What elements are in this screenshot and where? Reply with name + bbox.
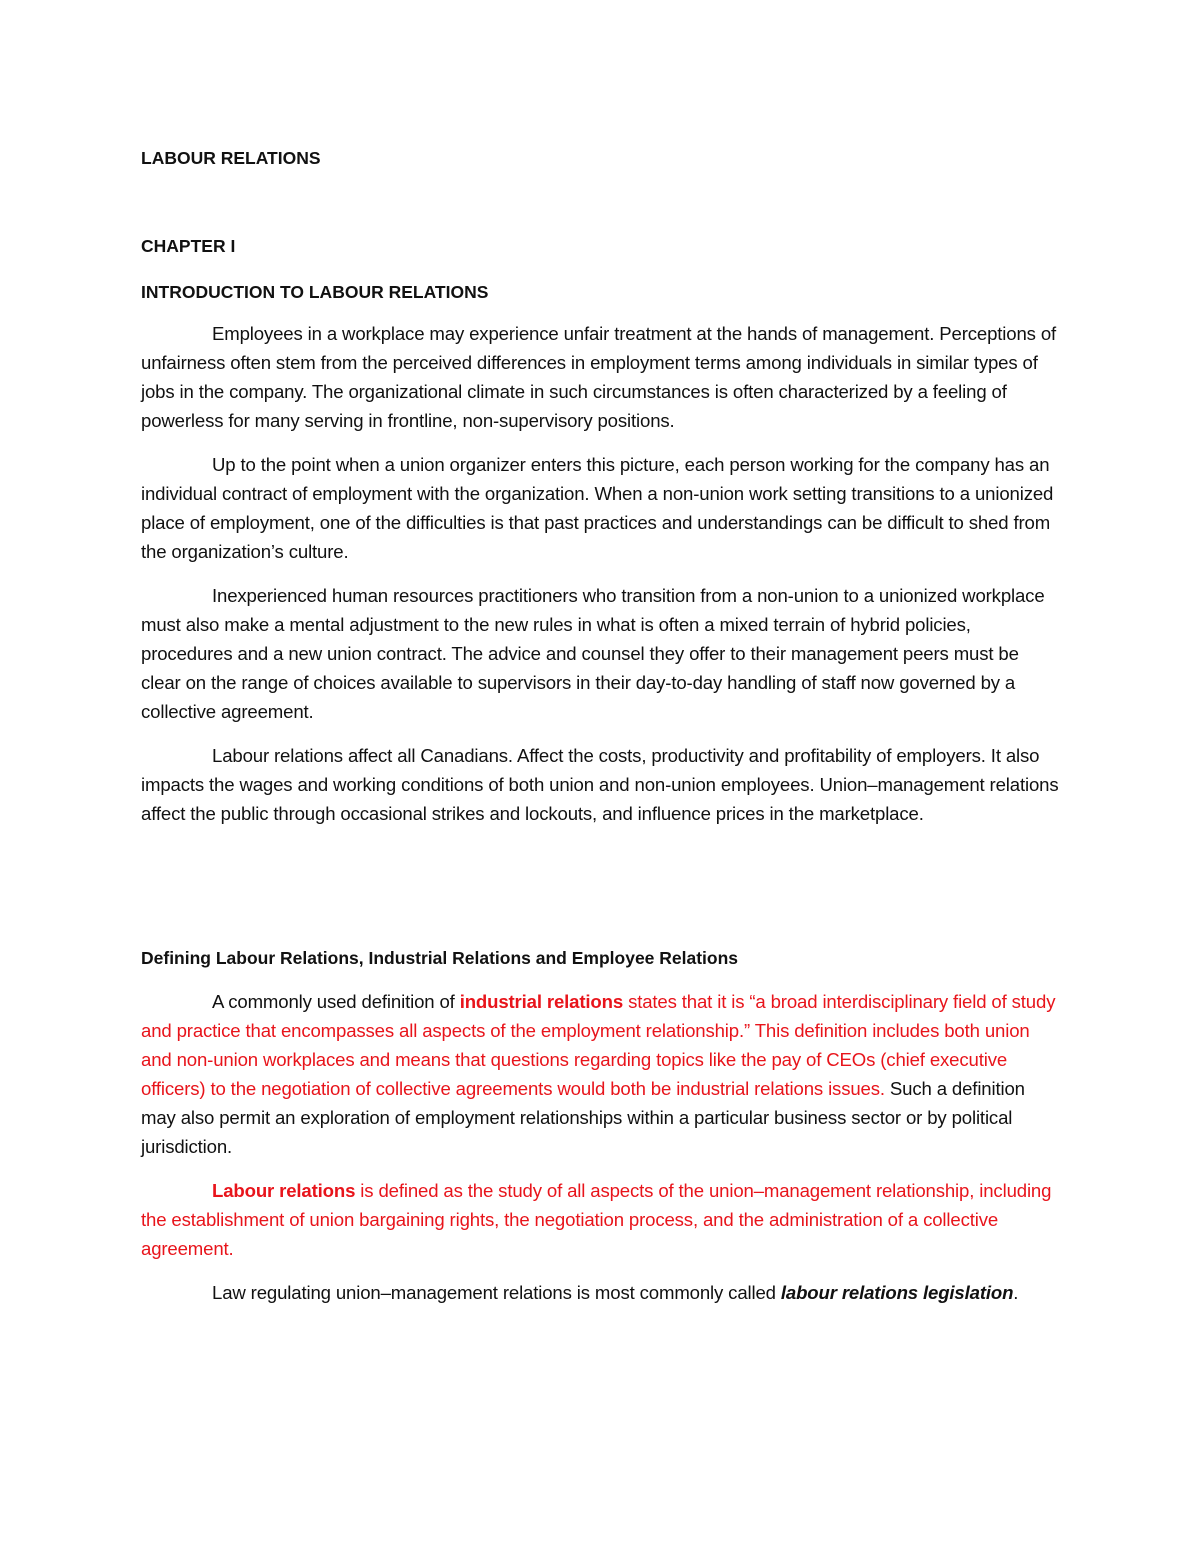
definitions-section	[141, 987, 1061, 1307]
industrial-relations-definition	[141, 987, 1061, 1161]
law-lead: Law regulating union–management relations is most commonly called	[212, 1282, 781, 1303]
intro-paragraph-2: Up to the point when a union organizer enters this picture, each person working for the company has an individual contract of employment with the organization. When a non-union work setting transitions to a unionized place of employment, one of the difficulties is that past practices and understandings can be difficult to shed from the organization’s culture.	[141, 454, 1054, 562]
law-tail: .	[1013, 1282, 1019, 1303]
definitions-heading-wrap	[141, 943, 1061, 973]
intro-section	[141, 319, 1061, 828]
chapter-label: CHAPTER I	[141, 236, 236, 256]
labour-relations-term: Labour relations	[212, 1180, 356, 1201]
definition-red-text: states that it is “a broad interdisciplinary field of study and practice that encompasses all aspects of the employment relationship.” This definition includes both union and non-union workplaces and means that questions regarding topics like the pay of CEOs (chief executive officers) to the negotiation of collective agreements would both be industrial relations issues.	[141, 991, 1056, 1099]
section-heading: Defining Labour Relations, Industrial Relations and Employee Relations	[141, 948, 739, 968]
chapter-title: INTRODUCTION TO LABOUR RELATIONS	[141, 282, 489, 302]
document-body	[141, 143, 1061, 1303]
definition-lead: A commonly used definition of	[212, 991, 460, 1012]
document-title: LABOUR RELATIONS	[141, 148, 321, 168]
definition-tail: Such a definition may also permit an exploration of employment relationships within a particular business sector or by political jurisdiction.	[141, 1078, 1025, 1157]
intro-paragraph-1: Employees in a workplace may experience unfair treatment at the hands of management. Perceptions of unfairness often stem from the perceived differences in employment terms among individuals in similar types of jobs in the company. The organizational climate in such circumstances is often characterized by a feeling of powerless for many serving in frontline, non-supervisory positions.	[141, 323, 1057, 431]
labour-relations-legislation-term: labour relations legislation	[780, 1282, 1014, 1303]
labour-relations-red-text: is defined as the study of all aspects of the union–management relationship, including the establishment of union bargaining rights, the negotiation process, and the administration of a collective agreement.	[141, 1180, 1052, 1259]
industrial-relations-term: industrial relations	[459, 991, 624, 1012]
law-paragraph	[141, 1278, 1061, 1307]
intro-paragraph-3: Inexperienced human resources practitioners who transition from a non-union to a unionized workplace must also make a mental adjustment to the new rules in what is often a mixed terrain of hybrid policies, procedures and a new union contract. The advice and counsel they offer to their management peers must be clear on the range of choices available to supervisors in their day-to-day handling of staff now governed by a collective agreement.	[141, 585, 1045, 722]
intro-paragraph-4: Labour relations affect all Canadians. Affect the costs, productivity and profitability of employers. It also impacts the wages and working conditions of both union and non-union employees. Union–management relations affect the public through occasional strikes and lockouts, and influence prices in the marketplace.	[141, 745, 1059, 824]
labour-relations-definition	[141, 1176, 1061, 1263]
